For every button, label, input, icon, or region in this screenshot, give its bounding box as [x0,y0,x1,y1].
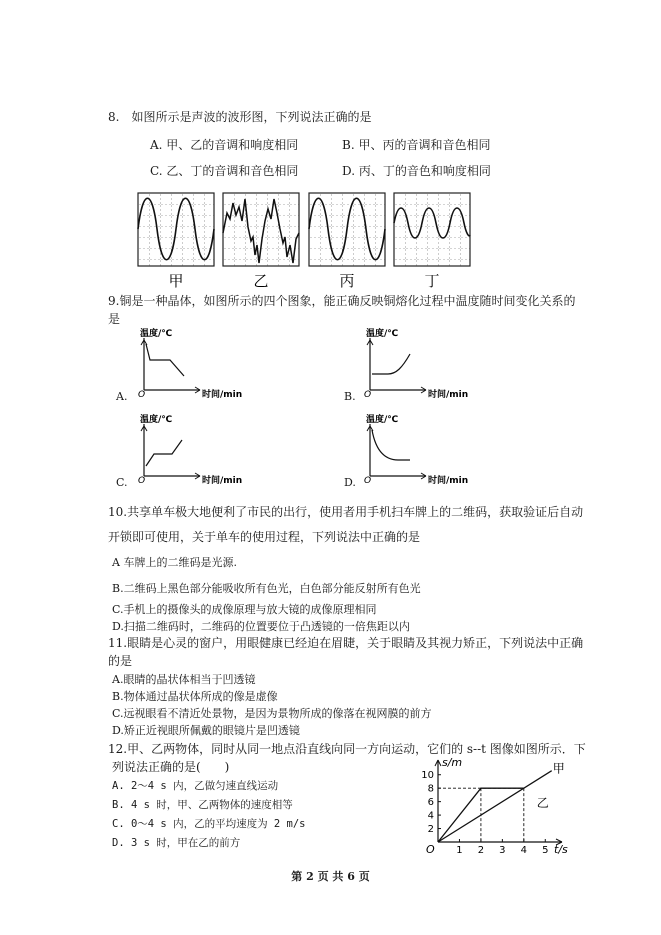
wave-label-bing: 丙 [339,272,355,290]
wave-label-yi: 乙 [253,272,269,290]
wave-panel-yi [223,193,299,266]
q11-stem-line1: 11.眼睛是心灵的窗户，用眼健康已经迫在眉睫，关于眼睛及其视力矫正，下列说法中正确 [108,636,584,650]
st-x-tick-label: 3 [499,845,506,856]
graph-d-origin: O [364,476,372,484]
st-x-tick-label: 2 [477,845,485,856]
wave-panel-jia [138,193,214,266]
q12-option-d: D. 3 s 时，甲在乙的前方 [112,837,241,849]
st-xlabel: t/s [554,843,568,856]
st-origin: O [426,843,435,856]
st-series-label-yi: 乙 [536,796,549,811]
wave-panel-ding [394,193,470,266]
graph-c-origin: O [138,476,146,484]
q10-option-c: C.手机上的摄像头的成像原理与放大镜的成像原理相同 [112,603,377,616]
q8-option-d: D. 丙、丁的音色和响度相同 [342,164,491,178]
q11-option-a: A.眼睛的晶状体相当于凹透镜 [112,673,256,686]
st-y-tick-label: 2 [427,824,434,836]
q12-stem-line1: 12.甲、乙两物体，同时从同一地点沿直线向同一方向运动，它们的 s--t 图像如图所示．下 [108,742,586,756]
graph-b-origin: O [364,390,372,398]
q9-graph-b [364,326,474,398]
wave-label-ding: 丁 [424,272,440,290]
graph-a-xlabel: 时间/min [202,390,243,398]
st-x-tick-label: 4 [520,845,528,856]
graph-a-origin: O [138,390,146,398]
q9-option-d: D. [344,476,356,489]
q9-stem-line2: 是 [108,312,121,326]
q10-stem-line1: 10.共享单车极大地便利了市民的出行，使用者用手机扫车牌上的二维码，获取验证后自动 [108,505,584,519]
q9-option-a: A. [116,390,128,403]
graph-b-ylabel: 温度/℃ [366,329,399,339]
wave-panel-bing [309,193,385,266]
st-x-tick-label: 5 [542,845,549,856]
q11-option-c: C.远视眼看不清近处景物，是因为景物所成的像落在视网膜的前方 [112,707,432,720]
q9-option-b: B. [344,390,356,403]
graph-d-xlabel: 时间/min [428,476,469,484]
q10-stem-line2: 开锁即可使用，关于单车的使用过程，下列说法中正确的是 [108,530,421,544]
st-y-tick-label: 6 [427,797,434,809]
q8-waveforms [135,190,475,290]
q11-option-b: B.物体通过晶状体所成的像是虚像 [112,690,278,703]
q9-graph-a [138,326,248,398]
graph-d-ylabel: 温度/℃ [366,415,399,425]
q11-option-d: D.矫正近视眼所佩戴的眼镜片是凹透镜 [112,724,300,737]
q12-option-a: A. 2～4 s 内，乙做匀速直线运动 [112,780,279,792]
q11-stem-line2: 的是 [108,654,133,668]
st-y-tick-label: 4 [427,810,434,822]
st-series-label-jia: 甲 [552,761,565,776]
graph-a-ylabel: 温度/℃ [140,329,173,339]
q8-option-c: C. 乙、丁的音调和音色相同 [150,164,299,178]
q12-stem-line2: 列说法正确的是( ) [112,760,230,774]
graph-c-xlabel: 时间/min [202,476,243,484]
q10-option-a: A 车牌上的二维码是光源. [112,556,237,569]
graph-c-ylabel: 温度/℃ [140,415,173,425]
q9-graph-d [364,412,474,484]
q9-stem-line1: 9.铜是一种晶体，如图所示的四个图象，能正确反映铜熔化过程中温度随时间变化关系的 [108,294,576,308]
q8-option-a: A. 甲、乙的音调和响度相同 [150,138,299,152]
q12-option-c: C. 0～4 s 内，乙的平均速度为 2 m/s [112,818,306,830]
q9-graph-c [138,412,248,484]
st-ylabel: s/m [442,756,463,769]
st-y-tick-label: 8 [427,783,434,795]
q12-option-b: B. 4 s 时，甲、乙两物体的速度相等 [112,799,293,811]
q8-option-b: B. 甲、丙的音调和音色相同 [342,138,491,152]
q12-st-chart [418,756,578,856]
graph-b-xlabel: 时间/min [428,390,469,398]
q8-stem: 8. 如图所示是声波的波形图，下列说法正确的是 [108,110,372,124]
st-x-tick-label: 1 [456,845,463,856]
q10-option-d: D.扫描二维码时，二维码的位置要位于凸透镜的一倍焦距以内 [112,620,410,633]
st-series-line-jia [438,771,552,842]
page-footer: 第 2 页 共 6 页 [291,870,370,883]
q10-option-b: B.二维码上黑色部分能吸收所有色光，白色部分能反射所有色光 [112,582,421,595]
wave-label-jia: 甲 [168,272,184,290]
st-y-tick-label: 10 [421,770,434,782]
q9-option-c: C. [116,476,128,489]
